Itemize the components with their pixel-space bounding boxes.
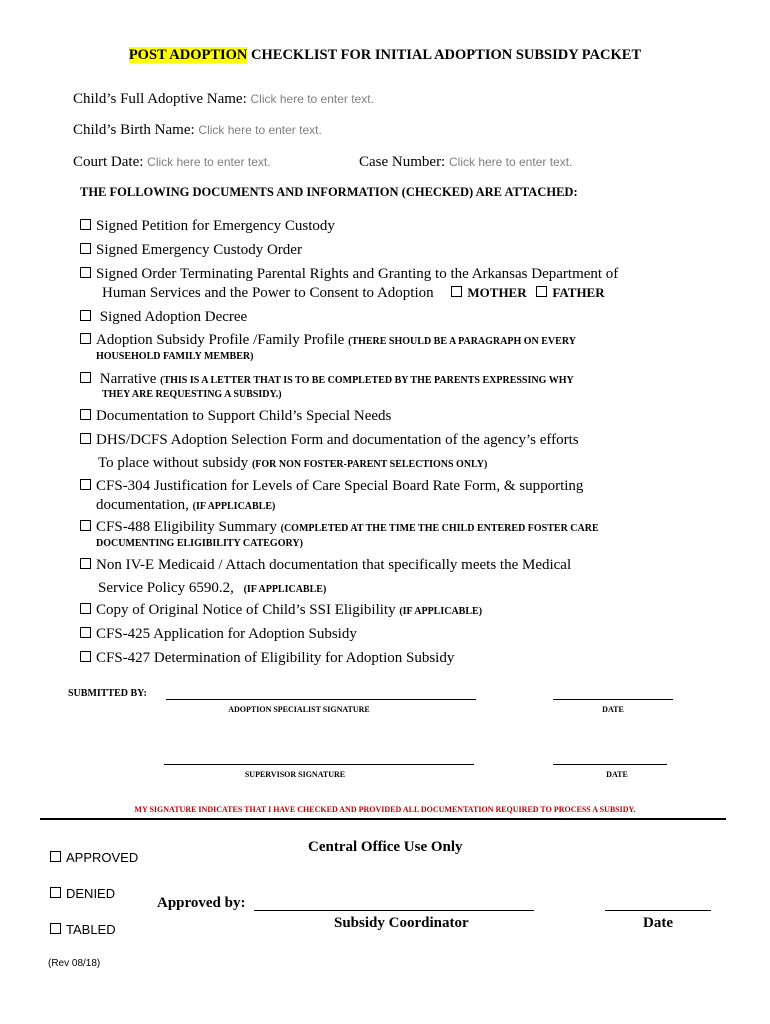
coordinator-date-line[interactable] <box>605 910 711 911</box>
continuation-text: Service Policy 6590.2, <box>98 580 234 596</box>
denied-option <box>50 886 115 901</box>
child-full-name-row <box>73 91 374 108</box>
checklist-item-label: Signed Order Terminating Parental Rights and Granting to the Arkansas Department of <box>96 266 619 282</box>
selection-form-continuation <box>98 455 487 472</box>
checklist-item-label: Signed Emergency Custody Order <box>96 242 302 258</box>
title-rest: CHECKLIST FOR INITIAL ADOPTION SUBSIDY PACKET <box>247 47 642 63</box>
checklist-item-ssi <box>80 602 482 619</box>
checklist-item-label: CFS-425 Application for Adoption Subsidy <box>96 626 357 642</box>
ssi-note: (IF APPLICABLE) <box>399 606 483 617</box>
tabled-option <box>50 922 116 937</box>
cfs-304-checkbox[interactable] <box>80 479 91 490</box>
child-birth-name-label: Child’s Birth Name: <box>73 122 195 138</box>
specialist-date-caption: DATE <box>602 705 624 714</box>
selection-form-checkbox[interactable] <box>80 433 91 444</box>
checklist-item-label: CFS-427 Determination of Eligibility for Adoption Subsidy <box>96 650 455 666</box>
cfs-304-continuation <box>96 497 275 514</box>
checklist-item-label: Signed Adoption Decree <box>99 309 248 325</box>
cfs-488-checkbox[interactable] <box>80 520 91 531</box>
ssi-checkbox[interactable] <box>80 603 91 614</box>
selection-form-note: (FOR NON FOSTER-PARENT SELECTIONS ONLY) <box>251 459 488 470</box>
checklist-item-custody-order <box>80 242 302 259</box>
coordinator-signature-line[interactable] <box>254 910 534 911</box>
approved-by-label: Approved by: <box>157 895 246 911</box>
cfs-304-note: (IF APPLICABLE) <box>192 501 276 512</box>
narrative-checkbox[interactable] <box>80 372 91 383</box>
checklist-item-narrative <box>80 371 574 388</box>
medicaid-note: (IF APPLICABLE) <box>243 584 327 595</box>
supervisor-date-caption: DATE <box>606 770 628 779</box>
approved-checkbox[interactable] <box>50 851 61 862</box>
revision-note: (Rev 08/18) <box>48 958 101 969</box>
petition-checkbox[interactable] <box>80 219 91 230</box>
mother-checkbox[interactable] <box>451 286 462 297</box>
supervisor-signature-line[interactable] <box>164 764 474 765</box>
continuation-text: documentation, <box>96 497 189 513</box>
checklist-item-decree <box>80 309 247 326</box>
approved-option <box>50 850 138 865</box>
child-full-name-label: Child’s Full Adoptive Name: <box>73 91 247 107</box>
checklist-item-cfs-304 <box>80 478 583 495</box>
checklist-item-petition <box>80 218 335 235</box>
case-number-input[interactable]: Click here to enter text. <box>448 155 573 169</box>
father-label: FATHER <box>552 285 605 300</box>
medicaid-checkbox[interactable] <box>80 558 91 569</box>
child-birth-name-input[interactable]: Click here to enter text. <box>198 123 322 137</box>
checklist-item-special-needs <box>80 408 391 425</box>
profile-checkbox[interactable] <box>80 333 91 344</box>
approved-label: APPROVED <box>66 850 139 865</box>
coordinator-date-caption: Date <box>643 915 673 931</box>
decree-checkbox[interactable] <box>80 310 91 321</box>
custody-order-checkbox[interactable] <box>80 243 91 254</box>
checklist-item-label: DHS/DCFS Adoption Selection Form and documentation of the agency’s efforts <box>96 432 579 448</box>
supervisor-signature-caption: SUPERVISOR SIGNATURE <box>244 770 346 779</box>
cfs-488-note-continuation: DOCUMENTING ELIGIBILITY CATEGORY) <box>96 538 303 549</box>
specialist-signature-line[interactable] <box>166 699 476 700</box>
checklist-item-label: Signed Petition for Emergency Custody <box>96 218 335 234</box>
mother-label: MOTHER <box>467 285 527 300</box>
court-date-input[interactable]: Click here to enter text. <box>147 155 271 169</box>
court-date-row <box>73 154 271 171</box>
checklist-item-label: CFS-304 Justification for Levels of Care Special Board Rate Form, & supporting <box>96 478 584 494</box>
supervisor-date-line[interactable] <box>553 764 667 765</box>
denied-checkbox[interactable] <box>50 887 61 898</box>
child-birth-name-row <box>73 122 322 139</box>
checklist-item-label: Adoption Subsidy Profile /Family Profile <box>96 332 345 348</box>
case-number-label: Case Number: <box>359 154 446 170</box>
court-date-label: Court Date: <box>73 154 144 170</box>
checklist-item-selection-form <box>80 432 579 449</box>
continuation-text: To place without subsidy <box>98 455 249 471</box>
continuation-text: Human Services and the Power to Consent to Adoption <box>102 285 434 301</box>
narrative-note: (THIS IS A LETTER THAT IS TO BE COMPLETED BY THE PARENTS EXPRESSING WHY <box>160 375 574 386</box>
checklist-item-cfs-425 <box>80 626 357 643</box>
central-office-heading: Central Office Use Only <box>308 839 463 855</box>
checklist-item-medicaid <box>80 557 571 574</box>
checklist-item-label: CFS-488 Eligibility Summary <box>96 519 277 535</box>
checklist-item-profile <box>80 332 576 349</box>
specialist-date-line[interactable] <box>553 699 673 700</box>
denied-label: DENIED <box>66 886 116 901</box>
coordinator-caption: Subsidy Coordinator <box>334 915 469 931</box>
special-needs-checkbox[interactable] <box>80 409 91 420</box>
case-number-row <box>359 154 572 171</box>
father-checkbox[interactable] <box>536 286 547 297</box>
page-title <box>0 47 770 64</box>
cfs-427-checkbox[interactable] <box>80 651 91 662</box>
cfs-425-checkbox[interactable] <box>80 627 91 638</box>
profile-note: (THERE SHOULD BE A PARAGRAPH ON EVERY <box>348 336 576 347</box>
checklist-item-label: Narrative <box>99 371 157 387</box>
checklist-item-cfs-488 <box>80 519 599 536</box>
narrative-note-continuation: THEY ARE REQUESTING A SUBSIDY.) <box>102 389 282 400</box>
divider <box>40 818 726 820</box>
section-heading: THE FOLLOWING DOCUMENTS AND INFORMATION (CHECKED) ARE ATTACHED: <box>80 185 578 199</box>
profile-note-continuation: HOUSEHOLD FAMILY MEMBER) <box>96 351 254 362</box>
terminating-order-continuation <box>102 285 605 302</box>
checklist-item-label: Copy of Original Notice of Child’s SSI Eligibility <box>96 602 396 618</box>
checklist-item-label: Documentation to Support Child’s Special Needs <box>96 408 392 424</box>
checklist-item-terminating-order <box>80 266 618 283</box>
certification-statement: MY SIGNATURE INDICATES THAT I HAVE CHECKED AND PROVIDED ALL DOCUMENTATION REQUIRED TO PROCESS A SUBSIDY. <box>134 805 636 814</box>
medicaid-continuation <box>98 580 326 597</box>
tabled-label: TABLED <box>66 922 116 937</box>
checklist-item-label: Non IV-E Medicaid / Attach documentation that specifically meets the Medical <box>96 557 572 573</box>
child-full-name-input[interactable]: Click here to enter text. <box>250 92 374 106</box>
tabled-checkbox[interactable] <box>50 923 61 934</box>
checklist-item-cfs-427 <box>80 650 454 667</box>
cfs-488-note: (COMPLETED AT THE TIME THE CHILD ENTERED FOSTER CARE <box>280 523 599 534</box>
title-highlight: POST ADOPTION <box>128 47 248 63</box>
specialist-signature-caption: ADOPTION SPECIALIST SIGNATURE <box>228 705 370 714</box>
terminating-order-checkbox[interactable] <box>80 267 91 278</box>
submitted-by-label: SUBMITTED BY: <box>68 688 147 699</box>
